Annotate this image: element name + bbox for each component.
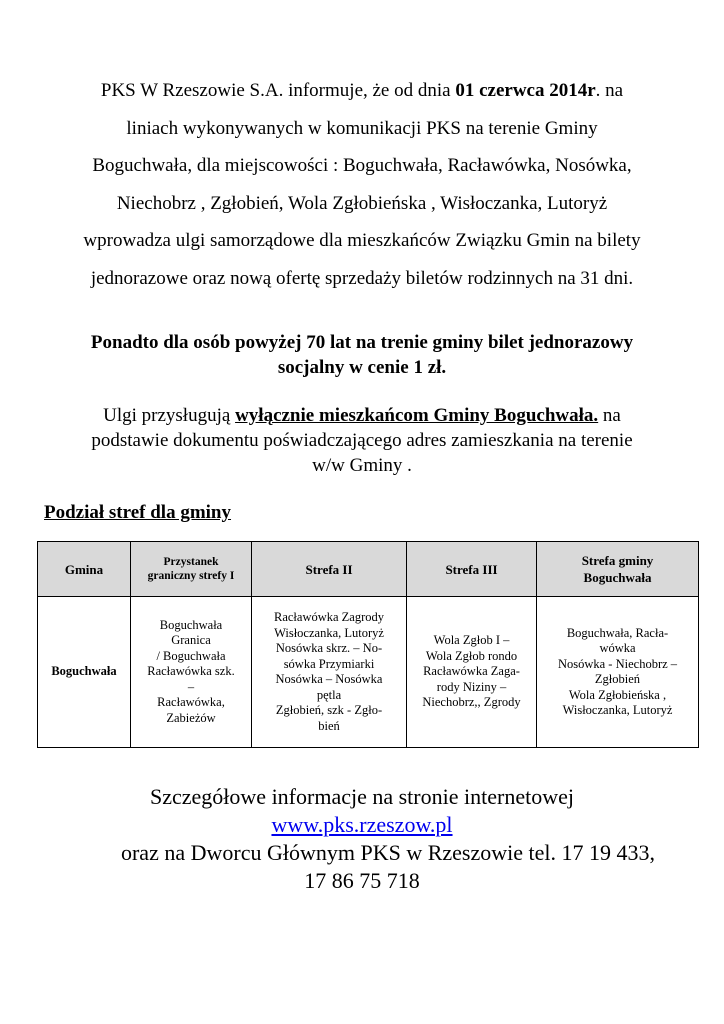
cell-gmina: Boguchwała xyxy=(38,597,131,748)
contact-footer xyxy=(40,783,684,895)
header-strefa-gminy: Strefa gminy Boguchwała xyxy=(537,542,699,597)
eligibility-paragraph: Ulgi przysługują wyłącznie mieszkańcom Gminy Boguchwała. na podstawie dokumentu poświadczającego adres zamieszkania na terenie w/w Gminy . xyxy=(91,405,633,476)
intro-line-6: jednorazowe oraz nową ofertę sprzedaży biletów rodzinnych na 31 dni. xyxy=(90,267,634,289)
intro-line-4: Niechobrz , Zgłobień, Wola Zgłobieńska , Wisłoczanka, Lutoryż xyxy=(116,192,608,214)
cell-strefa-2: Racławówka Zagrody Wisłoczanka, Lutoryż Nosówka skrz. – No- sówka Przymiarki Nosówka – Nosówka pętla Zgłobień, szk - Zgło- bień xyxy=(252,597,407,748)
footer-line-3: oraz na Dworcu Głównym PKS w Rzeszowie tel. 17 19 433, xyxy=(120,840,655,865)
header-przystanek: Przystanek graniczny strefy I xyxy=(131,542,252,597)
header-gmina: Gmina xyxy=(38,542,131,597)
intro-line-2: liniach wykonywanych w komunikacji PKS na terenie Gminy xyxy=(126,117,598,139)
footer-line-1: Szczegółowe informacje na stronie internetowej xyxy=(150,784,574,809)
intro-line-5: wprowadza ulgi samorządowe dla mieszkańców Związku Gmin na bilety xyxy=(83,230,641,252)
zones-table xyxy=(37,541,699,748)
zones-heading: Podział stref dla gminy xyxy=(44,502,232,523)
cell-strefa-3: Wola Zgłob I – Wola Zgłob rondo Racławówka Zaga- rody Niziny – Niechobrz,, Zgrody xyxy=(407,597,537,748)
eligibility-emphasis: wyłącznie mieszkańcom Gminy Boguchwała. xyxy=(235,405,599,426)
cell-przystanek: Boguchwała Granica / Boguchwała Racławówka szk. – Racławówka, Zabieżów xyxy=(131,597,252,748)
senior-ticket-note: Ponadto dla osób powyżej 70 lat na trenie gminy bilet jednorazowy socjalny w cenie 1 zł. xyxy=(90,332,634,378)
intro-line-1: PKS W Rzeszowie S.A. informuje, że od dnia 01 czerwca 2014r. na xyxy=(100,80,624,101)
table-row xyxy=(38,597,699,748)
header-strefa-2: Strefa II xyxy=(252,542,407,597)
intro-paragraph xyxy=(40,72,684,298)
intro-line-3: Boguchwała, dla miejscowości : Boguchwała, Racławówka, Nosówka, xyxy=(92,155,632,177)
header-strefa-3: Strefa III xyxy=(407,542,537,597)
cell-strefa-gminy: Boguchwała, Racła- wówka Nosówka - Niechobrz – Zgłobień Wola Zgłobieńska , Wisłoczanka, Lutoryż xyxy=(537,597,699,748)
footer-line-4: 17 86 75 718 xyxy=(304,868,420,893)
website-link[interactable]: www.pks.rzeszow.pl xyxy=(271,812,453,837)
start-date: 01 czerwca 2014r xyxy=(455,80,596,101)
table-header-row xyxy=(38,542,699,597)
